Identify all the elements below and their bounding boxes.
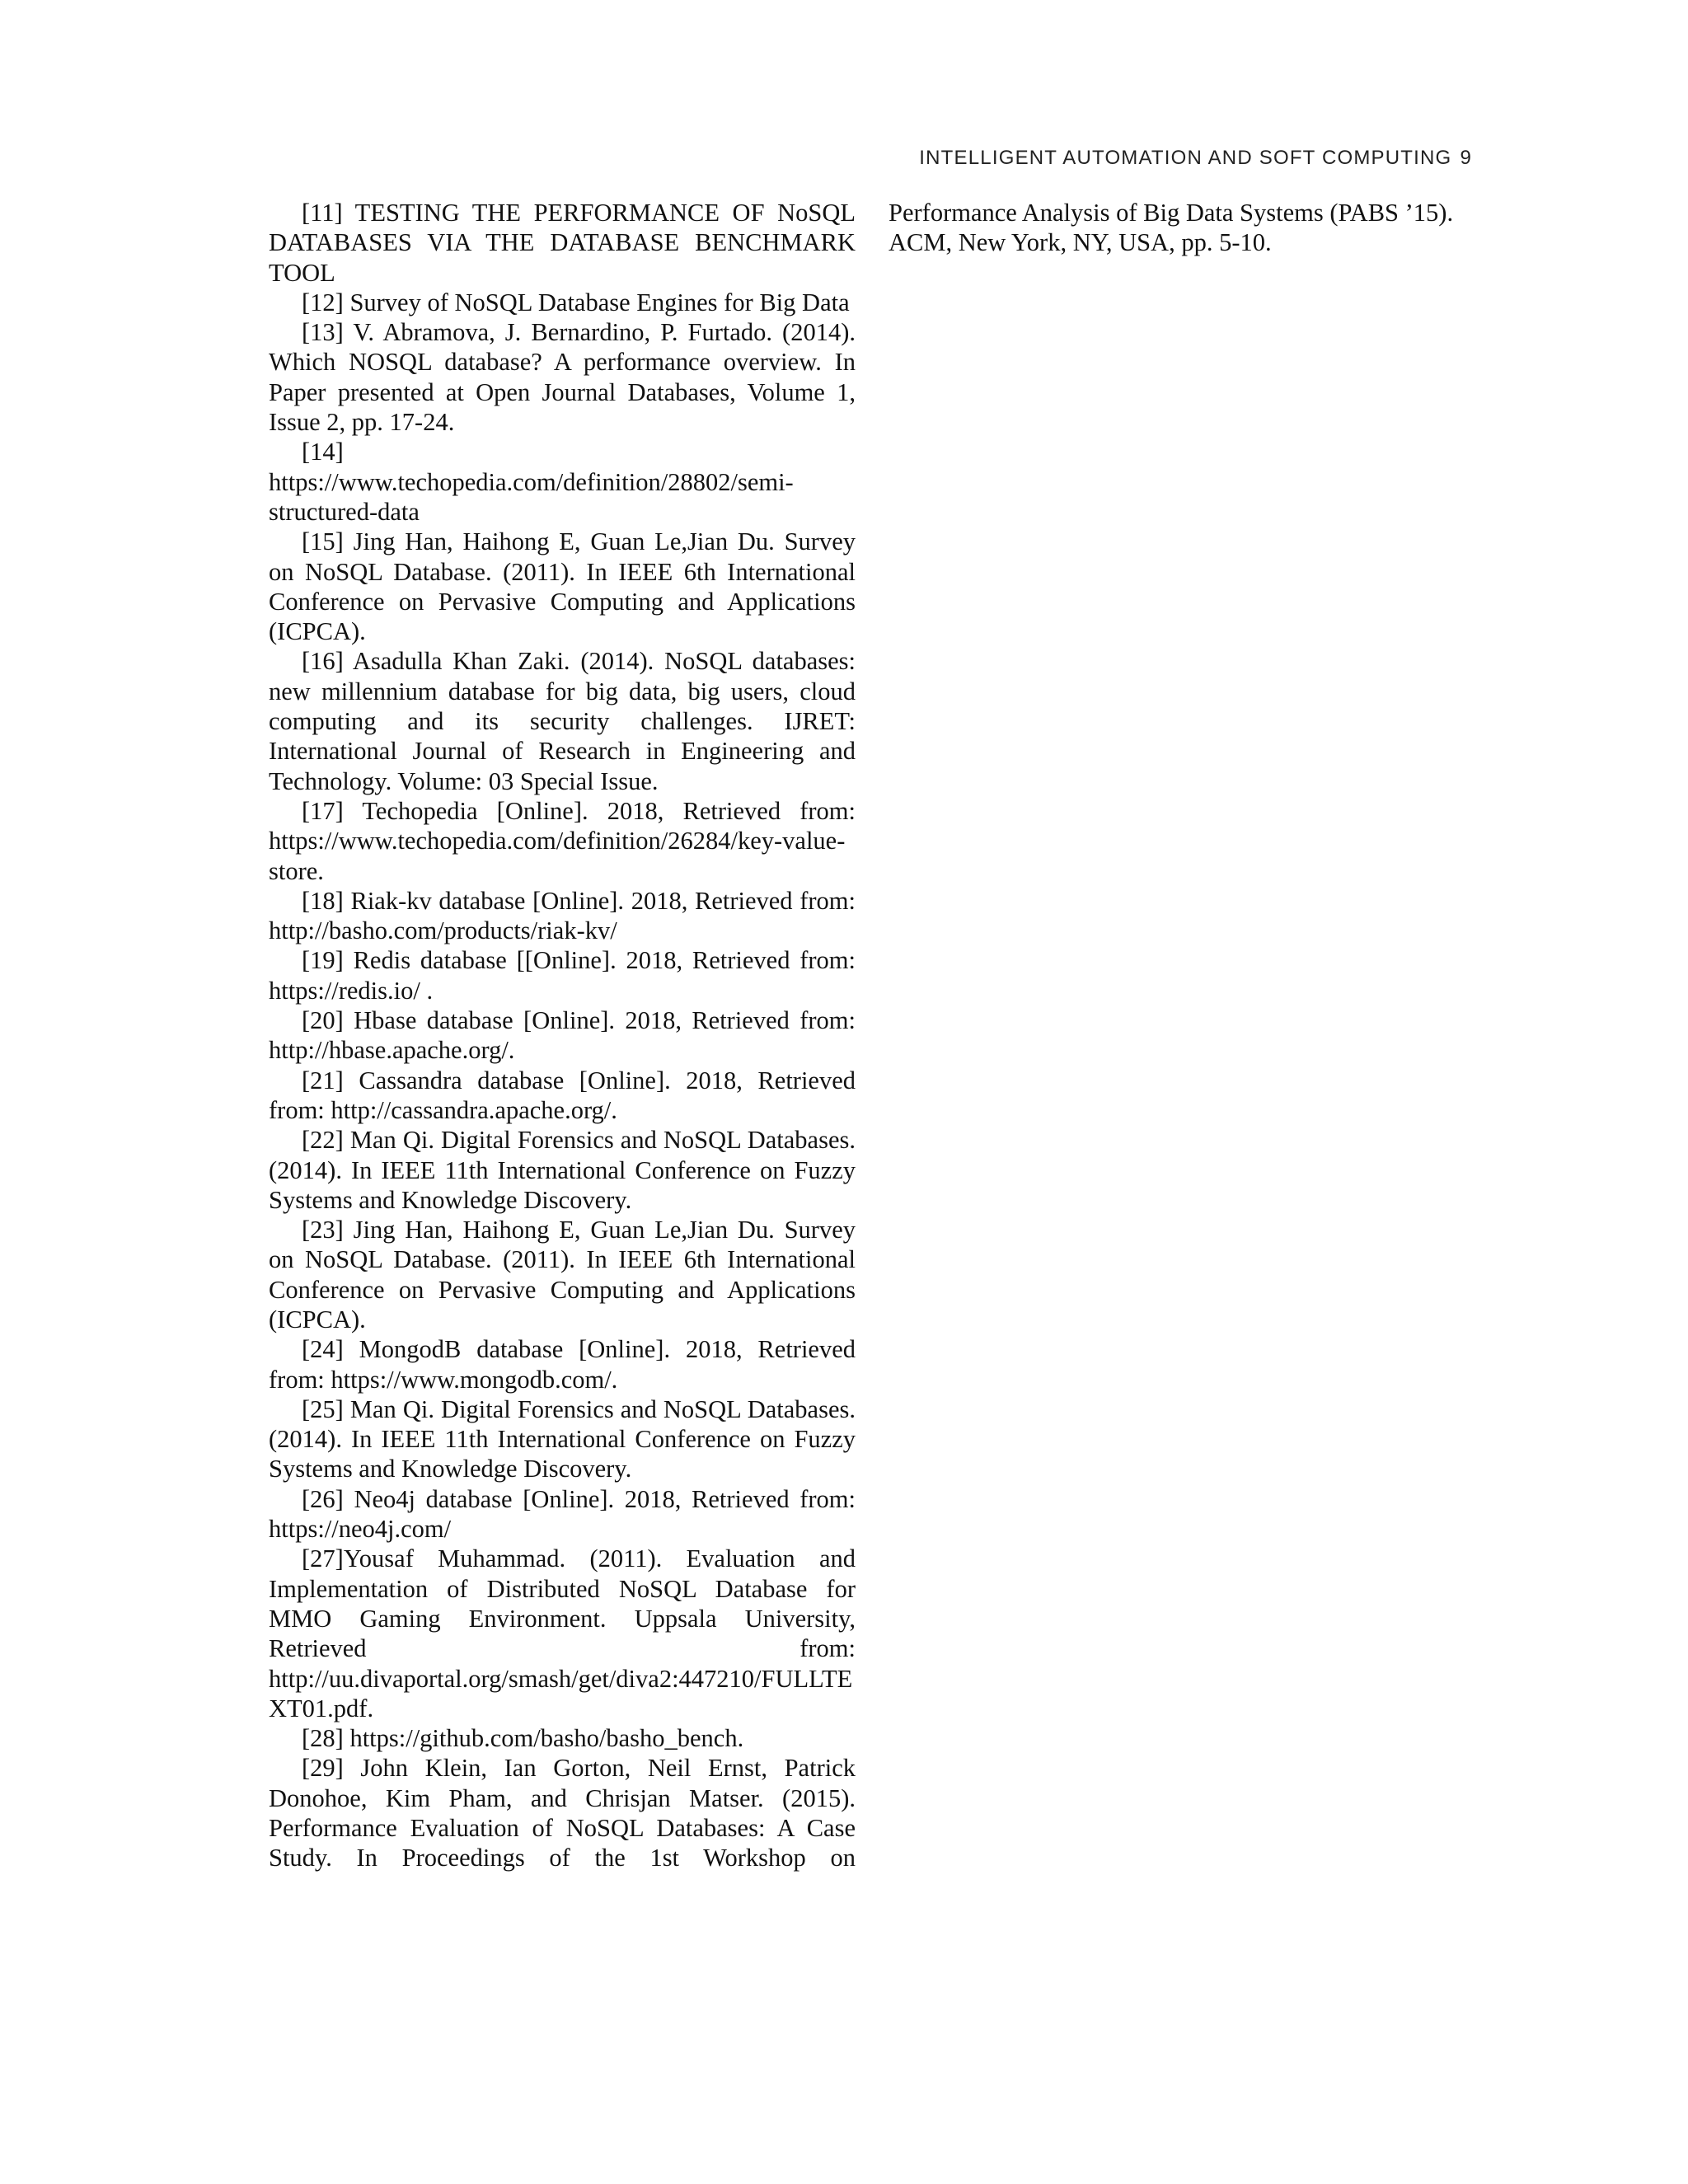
page-number: 9 (1460, 147, 1472, 169)
reference-14: [14] https://www.techopedia.com/definition/28802/semi-structured-data (269, 438, 794, 526)
reference-22: [22] Man Qi. Digital Forensics and NoSQL Databases. (2014). In IEEE 11th International Conference on Fuzzy Systems and Knowledge Discovery. (269, 1126, 856, 1214)
reference-29-continuation: Performance Analysis of Big Data Systems (PABS ’15). ACM, New York, NY, USA, pp. 5-10. (889, 199, 1454, 257)
reference-15: [15] Jing Han, Haihong E, Guan Le,Jian Du. Survey on NoSQL Database. (2011). In IEEE 6th International Conference on Pervasive Computing and Applications (ICPCA). (269, 527, 856, 646)
reference-25: [25] Man Qi. Digital Forensics and NoSQL Databases. (2014). In IEEE 11th International Conference on Fuzzy Systems and Knowledge Discovery. (269, 1394, 856, 1483)
reference-20: [20] Hbase database [Online]. 2018, Retrieved from: http://hbase.apache.org/. (269, 1006, 856, 1065)
reference-18: [18] Riak-kv database [Online]. 2018, Retrieved from: http://basho.com/products/riak-kv/ (269, 886, 856, 945)
reference-24: [24] MongodB database [Online]. 2018, Retrieved from: https://www.mongodb.com/. (269, 1335, 856, 1394)
reference-11: [11] TESTING THE PERFORMANCE OF NoSQL DATABASES VIA THE DATABASE BENCHMARK TOOL (269, 199, 856, 287)
reference-21: [21] Cassandra database [Online]. 2018, Retrieved from: http://cassandra.apache.org/. (269, 1066, 856, 1124)
reference-26: [26] Neo4j database [Online]. 2018, Retrieved from: https://neo4j.com/ (269, 1484, 856, 1544)
reference-19: [19] Redis database [[Online]. 2018, Retrieved from: https://redis.io/ . (269, 946, 856, 1005)
running-header (919, 147, 1472, 170)
reference-27: [27]Yousaf Muhammad. (2011). Evaluation and Implementation of Distributed NoSQL Database for MMO Gaming Environment. Uppsala University, Retrieved from: http://uu.divaportal.org/smash/get/diva2:447210/FULLTEXT01.pdf. (269, 1544, 856, 1722)
reference-23: [23] Jing Han, Haihong E, Guan Le,Jian Du. Survey on NoSQL Database. (2011). In IEEE 6th International Conference on Pervasive Computing and Applications (ICPCA). (269, 1216, 856, 1333)
reference-12: [12] Survey of NoSQL Database Engines for Big Data (302, 288, 850, 316)
reference-28: [28] https://github.com/basho/basho_bench. (302, 1724, 744, 1753)
journal-title: INTELLIGENT AUTOMATION AND SOFT COMPUTING (919, 147, 1452, 169)
references-right-column (889, 198, 1475, 258)
reference-16: [16] Asadulla Khan Zaki. (2014). NoSQL databases: new millennium database for big data, big users, cloud computing and its security challenges. IJRET: International Journal of Research in Engineering and Technology. Volume: 03 Special Issue. (269, 647, 856, 795)
reference-17: [17] Techopedia [Online]. 2018, Retrieved from: https://www.techopedia.com/definition/26284/key-value-store. (269, 796, 856, 885)
reference-29: [29] John Klein, Ian Gorton, Neil Ernst, Patrick Donohoe, Kim Pham, and Chrisjan Matser. (2015). Performance Evaluation of NoSQL Databases: A Case Study. In Proceedings of the 1st Workshop on (269, 1754, 856, 1872)
reference-13: [13] V. Abramova, J. Bernardino, P. Furtado. (2014). Which NOSQL database? A performance overview. In Paper presented at Open Journal Databases, Volume 1, Issue 2, pp. 17-24. (269, 318, 856, 437)
references-left-column (269, 198, 856, 1873)
